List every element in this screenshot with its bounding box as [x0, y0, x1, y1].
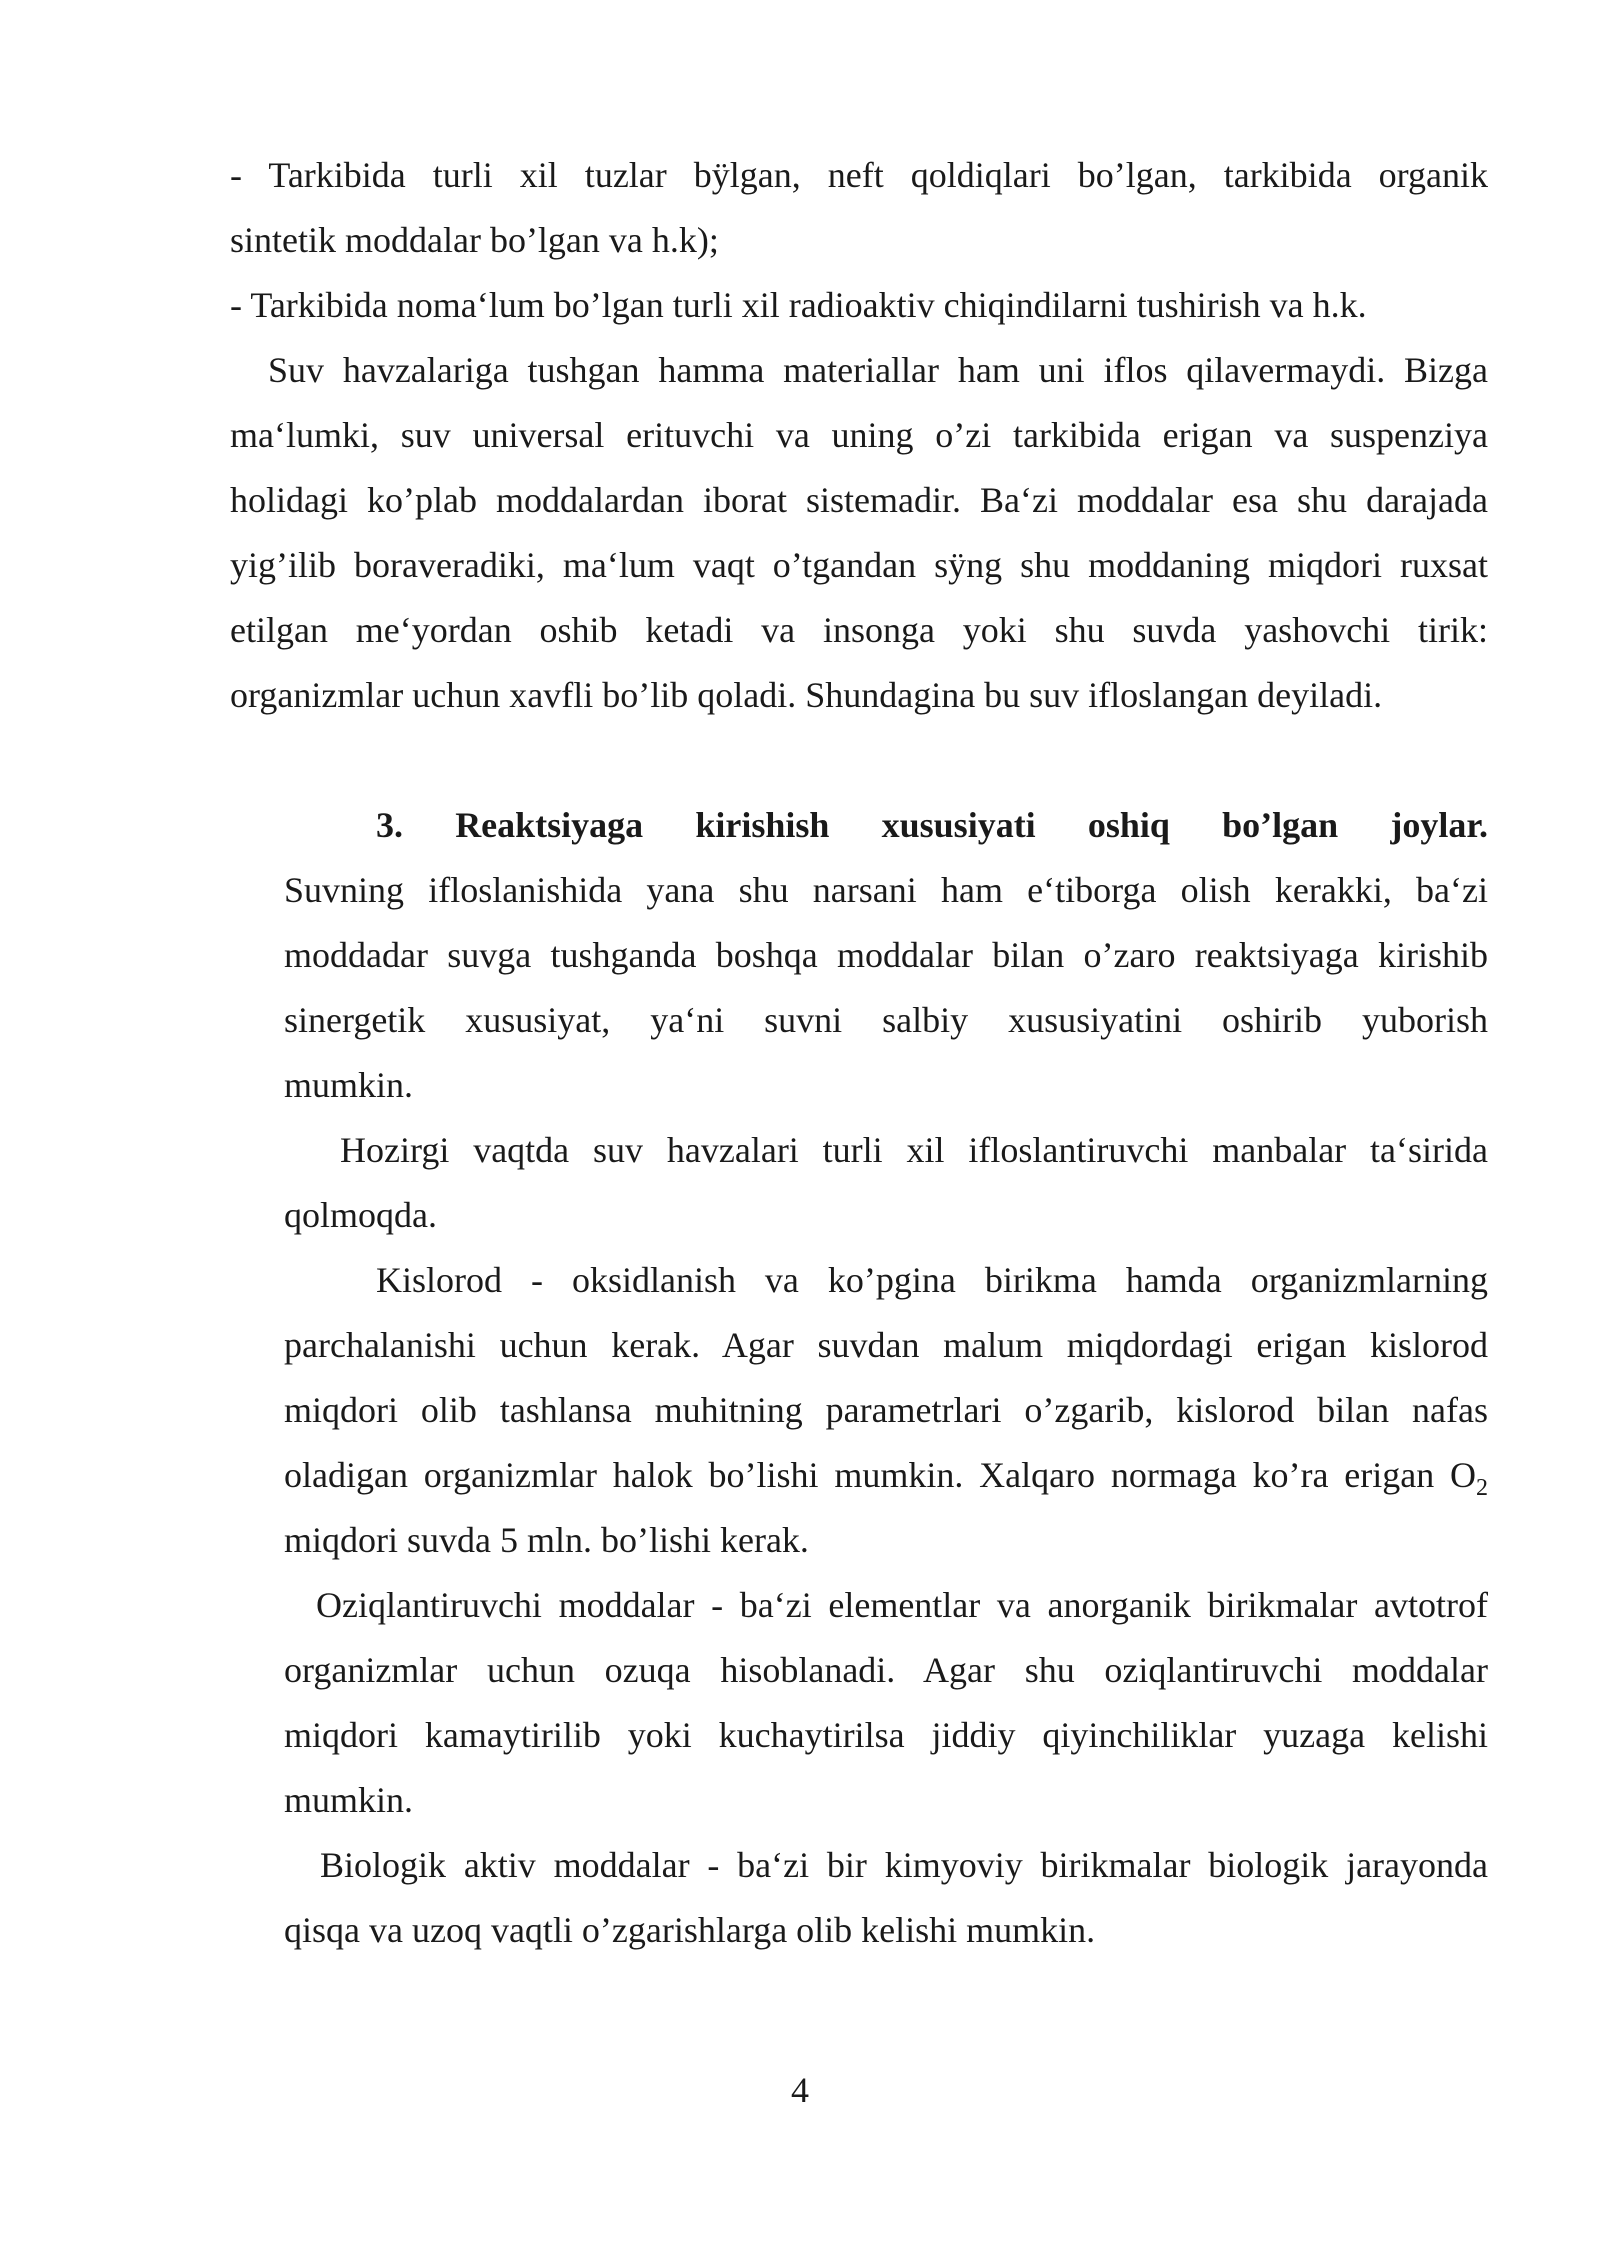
text-line: Suvning ifloslanishida yana shu narsani ham e‘tiborga olish kerakki, ba‘zi — [284, 870, 1488, 910]
text-line: moddadar suvga tushganda boshqa moddalar bilan o’zaro reaktsiyaga kirishib — [284, 935, 1488, 975]
text-line: miqdori kamaytirilib yoki kuchaytirilsa jiddiy qiyinchiliklar yuzaga kelishi — [284, 1715, 1488, 1755]
text-line: Hozirgi vaqtda suv havzalari turli xil ifloslantiruvchi manbalar ta‘sirida — [340, 1130, 1488, 1170]
text-line: organizmlar uchun xavfli bo’lib qoladi. Shundagina bu suv ifloslangan deyiladi. — [230, 675, 1383, 715]
text-line: sintetik moddalar bo’lgan va h.k); — [230, 220, 719, 260]
subscript: 2 — [1476, 1475, 1488, 1501]
text-line: miqdori suvda 5 mln. bo’lishi kerak. — [284, 1520, 809, 1560]
section-heading: 3. Reaktsiyaga kirishish xususiyati oshiq bo’lgan joylar. — [376, 805, 1488, 845]
text-line-with-subscript — [284, 1453, 1488, 1502]
text-line: mumkin. — [284, 1065, 414, 1105]
text-line: Suv havzalariga tushgan hamma materiallar ham uni iflos qilavermaydi. Bizga — [268, 350, 1488, 390]
text-line: Kislorod - oksidlanish va ko’pgina birikma hamda organizmlarning — [376, 1260, 1488, 1300]
text-line: holidagi ko’plab moddalardan iborat sistemadir. Ba‘zi moddalar esa shu darajada — [230, 480, 1488, 520]
text-line: sinergetik xususiyat, ya‘ni suvni salbiy xususiyatini oshirib yuborish — [284, 1000, 1488, 1040]
text-line-body: oladigan organizmlar halok bo’lishi mumkin. Xalqaro normaga ko’ra erigan O — [284, 1455, 1476, 1495]
text-line: - Tarkibida turli xil tuzlar bÿlgan, neft qoldiqlari bo’lgan, tarkibida organik — [230, 155, 1488, 195]
text-line: qolmoqda. — [284, 1195, 437, 1235]
text-line: - Tarkibida noma‘lum bo’lgan turli xil radioaktiv chiqindilarni tushirish va h.k. — [230, 285, 1367, 325]
page-number: 4 — [791, 2070, 809, 2110]
text-line: qisqa va uzoq vaqtli o’zgarishlarga olib kelishi mumkin. — [284, 1910, 1096, 1950]
text-line: mumkin. — [284, 1780, 414, 1820]
text-line: Biologik aktiv moddalar - ba‘zi bir kimyoviy birikmalar biologik jarayonda — [320, 1845, 1488, 1885]
text-line: parchalanishi uchun kerak. Agar suvdan malum miqdordagi erigan kislorod — [284, 1325, 1488, 1365]
text-line: organizmlar uchun ozuqa hisoblanadi. Agar shu oziqlantiruvchi moddalar — [284, 1650, 1488, 1690]
text-line: miqdori olib tashlansa muhitning parametrlari o’zgarib, kislorod bilan nafas — [284, 1390, 1488, 1430]
text-line: Oziqlantiruvchi moddalar - ba‘zi elementlar va anorganik birikmalar avtotrof — [316, 1585, 1488, 1625]
text-line: ma‘lumki, suv universal erituvchi va uning o’zi tarkibida erigan va suspenziya — [230, 415, 1488, 455]
text-line: etilgan me‘yordan oshib ketadi va insonga yoki shu suvda yashovchi tirik: — [230, 610, 1488, 650]
text-line: yig’ilib boraveradiki, ma‘lum vaqt o’tgandan sÿng shu moddaning miqdori ruxsat — [230, 545, 1488, 585]
